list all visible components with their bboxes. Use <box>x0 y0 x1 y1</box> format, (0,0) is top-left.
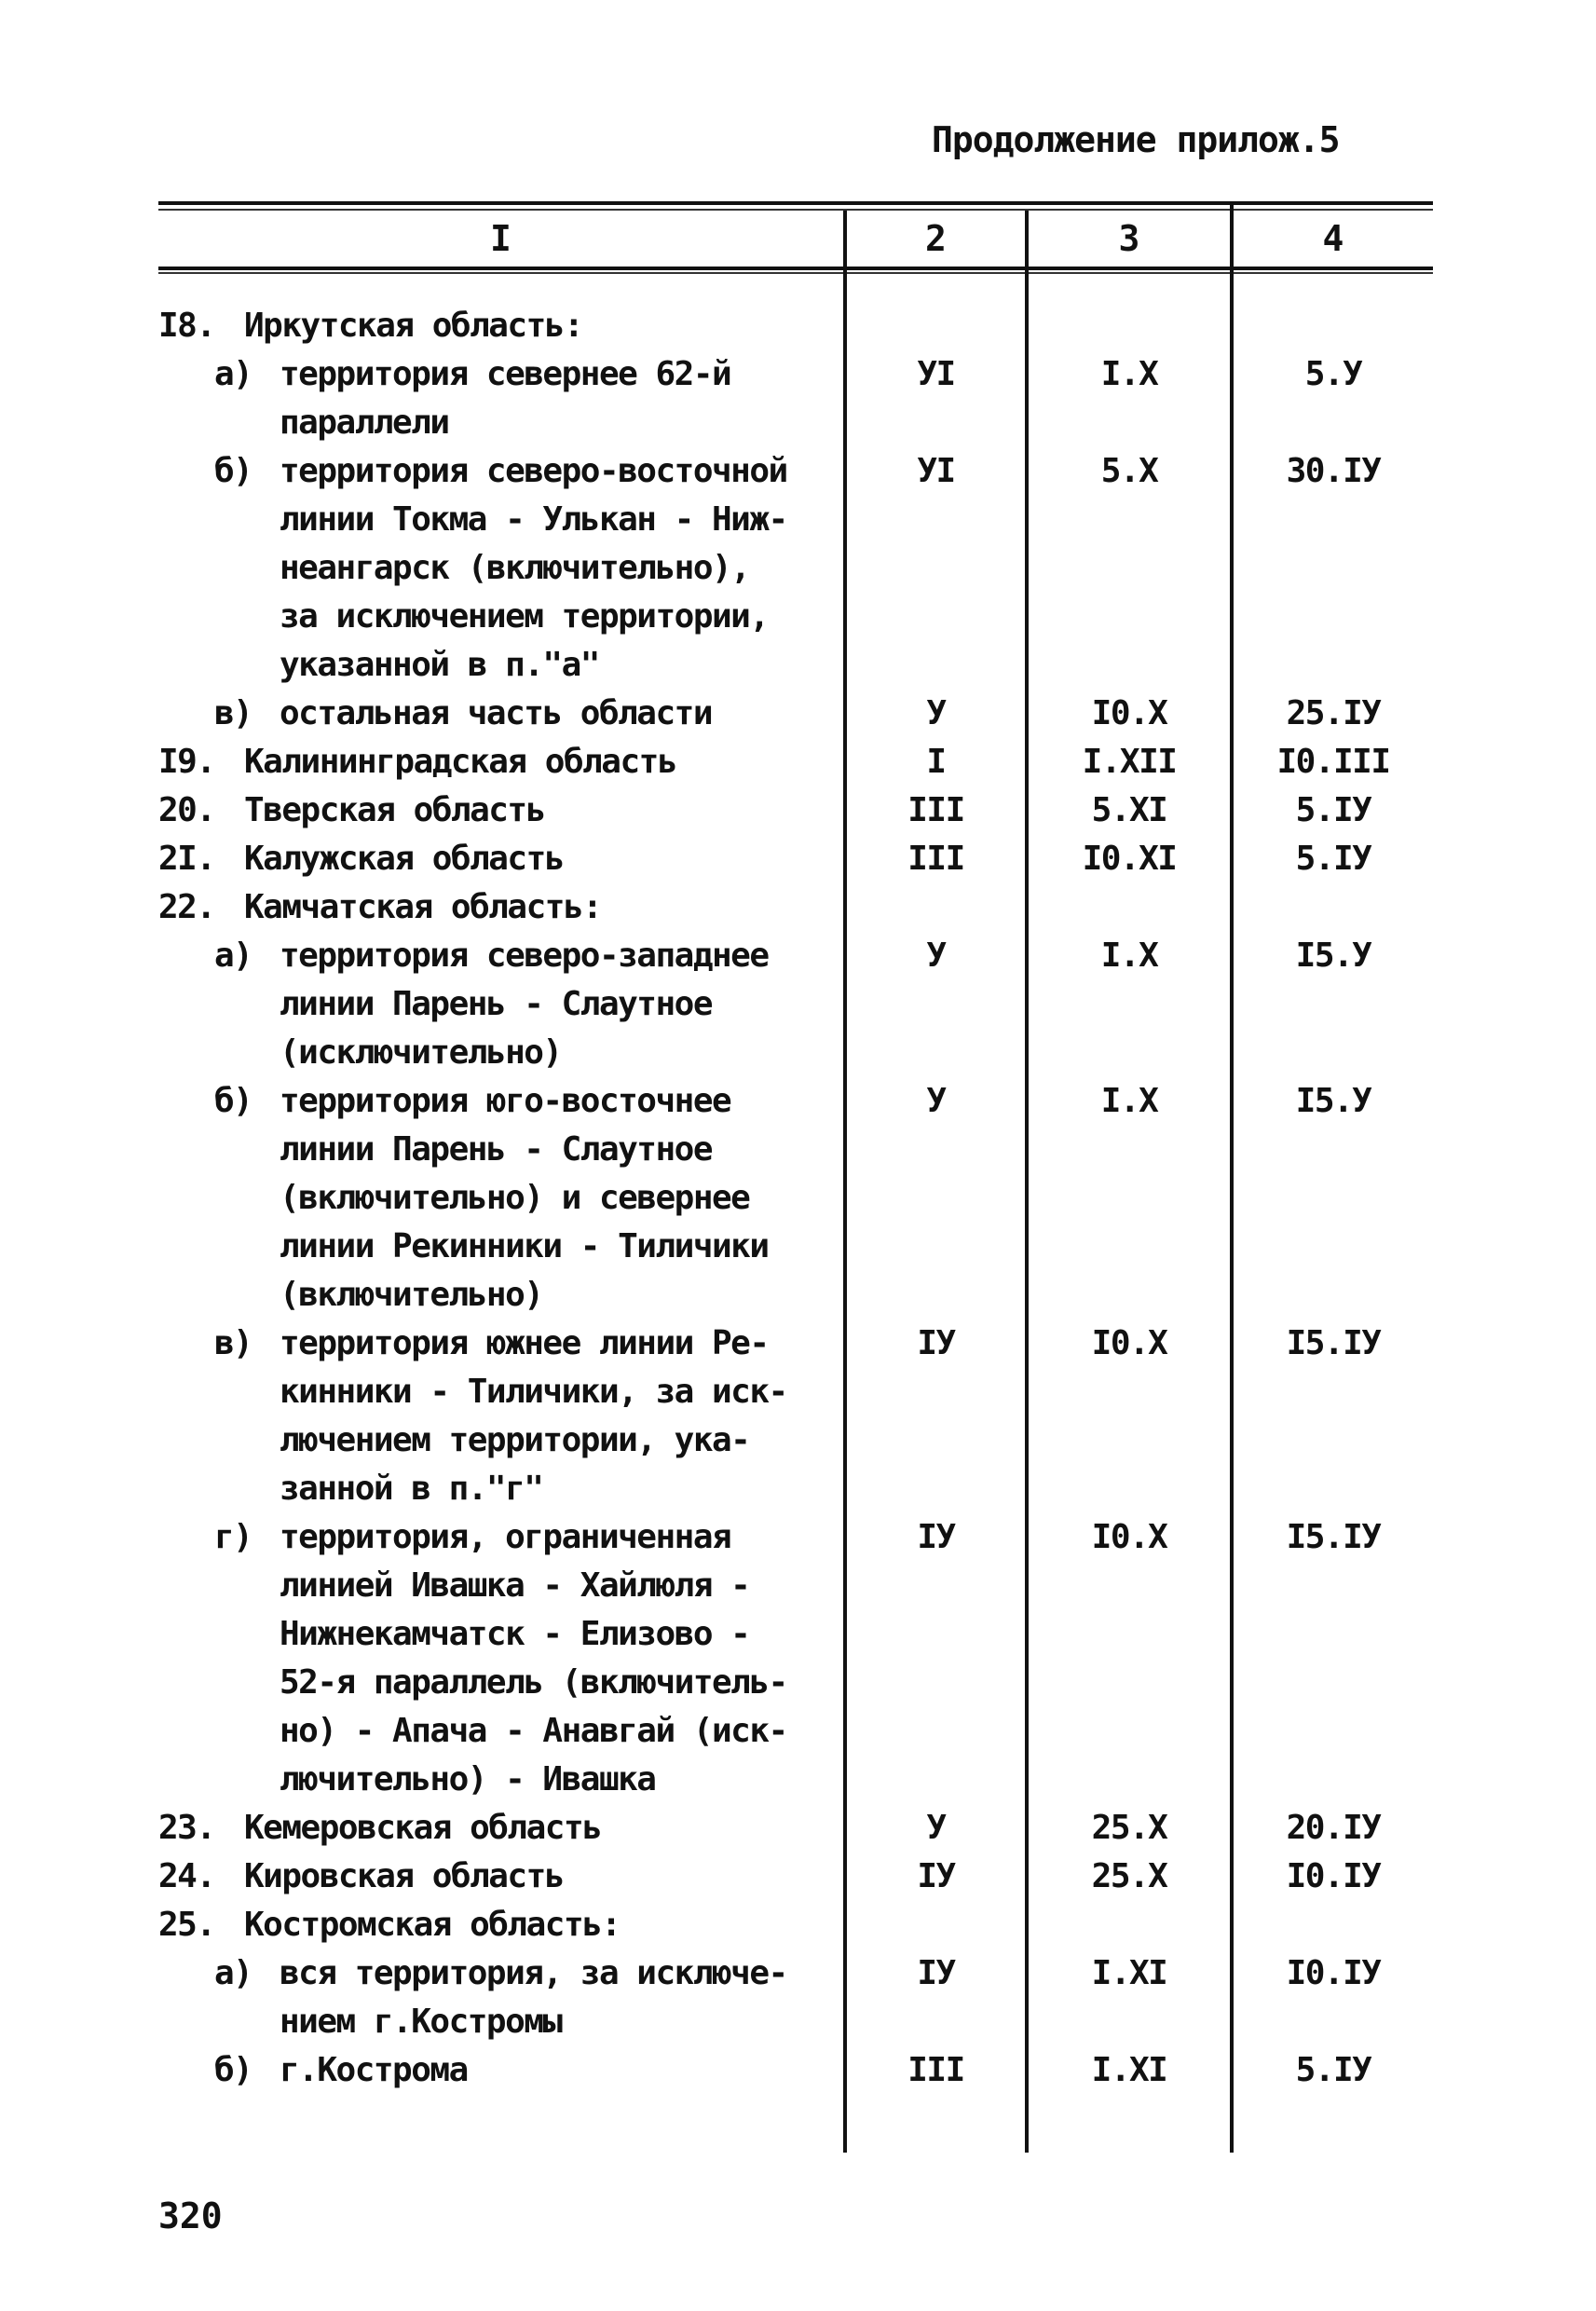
column-3-value: I.X <box>1100 355 1158 393</box>
column-3-value: 25.X <box>1091 1809 1167 1847</box>
column-3-value: 5.X <box>1100 452 1158 490</box>
table-row <box>0 1901 1596 1949</box>
column-3-value: I0.X <box>1091 1324 1167 1362</box>
row-text-line: территория южнее линии Ре- <box>280 1324 769 1362</box>
row-text-line: линии Парень - Слаутное <box>280 1130 712 1169</box>
row-number: а) <box>214 937 252 975</box>
table-row <box>0 1077 1596 1320</box>
column-4-value: I5.У <box>1295 1082 1371 1120</box>
row-text-line: Костромская область: <box>244 1906 621 1944</box>
column-2-value: УI <box>917 452 955 490</box>
column-4-value: 5.IУ <box>1295 2051 1371 2089</box>
column-2-value: IУ <box>917 1954 955 1992</box>
column-3-value: I.X <box>1100 1082 1158 1120</box>
table-row <box>0 786 1596 835</box>
table-row <box>0 2046 1596 2095</box>
row-text-line: Нижнекамчатск - Елизово - <box>280 1615 750 1653</box>
column-4-value: I5.У <box>1295 937 1371 975</box>
row-text-line: (включительно) и севернее <box>280 1179 750 1217</box>
row-text-line: линии Парень - Слаутное <box>280 985 712 1023</box>
table-row <box>0 835 1596 883</box>
row-text-line: остальная часть области <box>280 694 712 732</box>
row-text-line: Камчатская область: <box>244 888 602 926</box>
table-row <box>0 1853 1596 1901</box>
row-text-line: линии Токма - Улькан - Ниж- <box>280 500 787 539</box>
header-bottom-rule <box>158 267 1433 270</box>
column-2-value: УI <box>917 355 955 393</box>
row-text-line: Кировская область <box>244 1857 564 1895</box>
header-bottom-rule-thin <box>158 272 1433 274</box>
column-3-value: 25.X <box>1091 1857 1167 1895</box>
row-number: 25. <box>158 1906 215 1944</box>
column-2-value: У <box>926 1082 946 1120</box>
table-top-rule <box>158 201 1433 205</box>
table-row <box>0 690 1596 738</box>
row-text-line: Кемеровская область <box>244 1809 602 1847</box>
column-header-1: I <box>490 218 512 259</box>
column-2-value: У <box>926 1809 946 1847</box>
column-3-value: I.XI <box>1091 1954 1167 1992</box>
row-number: 2I. <box>158 840 215 878</box>
column-4-value: 5.IУ <box>1295 840 1371 878</box>
continuation-heading: Продолжение прилож.5 <box>932 119 1340 160</box>
row-text-line: территория севернее 62-й <box>280 355 731 393</box>
row-text-line: указанной в п."а" <box>280 646 599 684</box>
column-2-value: У <box>926 694 946 732</box>
column-4-value: 20.IУ <box>1286 1809 1381 1847</box>
column-header-3: 3 <box>1118 218 1140 259</box>
column-4-value: I5.IУ <box>1286 1518 1381 1556</box>
table-row <box>0 302 1596 350</box>
column-2-value: III <box>907 840 964 878</box>
row-text-line: Иркутская область: <box>244 307 583 345</box>
row-number: в) <box>214 694 252 732</box>
page-number: 320 <box>158 2195 223 2236</box>
table-row <box>0 883 1596 932</box>
column-2-value: IУ <box>917 1518 955 1556</box>
table-row <box>0 1949 1596 2046</box>
row-text-line: (включительно) <box>280 1276 543 1314</box>
row-text-line: (исключительно) <box>280 1033 562 1072</box>
row-text-line: линии Рекинники - Тиличики <box>280 1227 769 1265</box>
column-header-4: 4 <box>1322 218 1344 259</box>
row-number: 23. <box>158 1809 215 1847</box>
row-text-line: вся территория, за исключе- <box>280 1954 787 1992</box>
row-text-line: Калининградская область <box>244 743 676 781</box>
column-3-value: I.X <box>1100 937 1158 975</box>
column-2-value: III <box>907 2051 964 2089</box>
row-number: в) <box>214 1324 252 1362</box>
row-text-line: лючительно) - Ивашка <box>280 1760 656 1798</box>
row-text-line: параллели <box>280 403 449 442</box>
column-3-value: I.XI <box>1091 2051 1167 2089</box>
table-body <box>0 302 1596 2095</box>
row-text-line: г.Кострома <box>280 2051 468 2089</box>
row-text-line: лючением территории, ука- <box>280 1421 750 1459</box>
table-row <box>0 350 1596 447</box>
row-text-line: нием г.Костромы <box>280 2003 562 2041</box>
row-number: 22. <box>158 888 215 926</box>
row-text-line: территория северо-восточной <box>280 452 787 490</box>
row-text-line: кинники - Тиличики, за иск- <box>280 1373 787 1411</box>
row-text-line: территория юго-восточнее <box>280 1082 731 1120</box>
column-2-value: IУ <box>917 1857 955 1895</box>
column-4-value: 5.У <box>1304 355 1362 393</box>
row-number: I9. <box>158 743 215 781</box>
row-number: 24. <box>158 1857 215 1895</box>
table-row <box>0 932 1596 1077</box>
column-2-value: I <box>926 743 946 781</box>
table-row <box>0 447 1596 690</box>
column-4-value: I0.IУ <box>1286 1857 1381 1895</box>
row-number: б) <box>214 452 252 490</box>
column-4-value: I5.IУ <box>1286 1324 1381 1362</box>
column-3-value: 5.XI <box>1091 791 1167 829</box>
column-4-value: I0.IУ <box>1286 1954 1381 1992</box>
row-number: а) <box>214 355 252 393</box>
row-text-line: занной в п."г" <box>280 1470 543 1508</box>
column-3-value: I0.XI <box>1082 840 1177 878</box>
table-row <box>0 1320 1596 1513</box>
column-2-value: IУ <box>917 1324 955 1362</box>
row-number: г) <box>214 1518 252 1556</box>
row-text-line: Тверская область <box>244 791 545 829</box>
row-number: 20. <box>158 791 215 829</box>
row-text-line: 52-я параллель (включитель- <box>280 1663 787 1702</box>
table-top-rule-thin <box>158 209 1433 211</box>
column-3-value: I0.X <box>1091 694 1167 732</box>
column-header-2: 2 <box>925 218 947 259</box>
column-2-value: У <box>926 937 946 975</box>
row-text-line: неангарск (включительно), <box>280 549 750 587</box>
row-number: б) <box>214 1082 252 1120</box>
column-4-value: 25.IУ <box>1286 694 1381 732</box>
table-row <box>0 738 1596 786</box>
row-text-line: территория, ограниченная <box>280 1518 731 1556</box>
column-3-value: I.XII <box>1082 743 1177 781</box>
row-text-line: территория северо-западнее <box>280 937 769 975</box>
row-number: а) <box>214 1954 252 1992</box>
row-number: I8. <box>158 307 215 345</box>
column-4-value: I0.III <box>1276 743 1390 781</box>
table-row <box>0 1513 1596 1804</box>
row-text-line: Калужская область <box>244 840 564 878</box>
row-number: б) <box>214 2051 252 2089</box>
row-text-line: но) - Апача - Анавгай (иск- <box>280 1712 787 1750</box>
column-4-value: 30.IУ <box>1286 452 1381 490</box>
column-4-value: 5.IУ <box>1295 791 1371 829</box>
column-3-value: I0.X <box>1091 1518 1167 1556</box>
table-row <box>0 1804 1596 1853</box>
row-text-line: линией Ивашка - Хайлюля - <box>280 1566 750 1605</box>
column-2-value: III <box>907 791 964 829</box>
row-text-line: за исключением территории, <box>280 597 769 636</box>
